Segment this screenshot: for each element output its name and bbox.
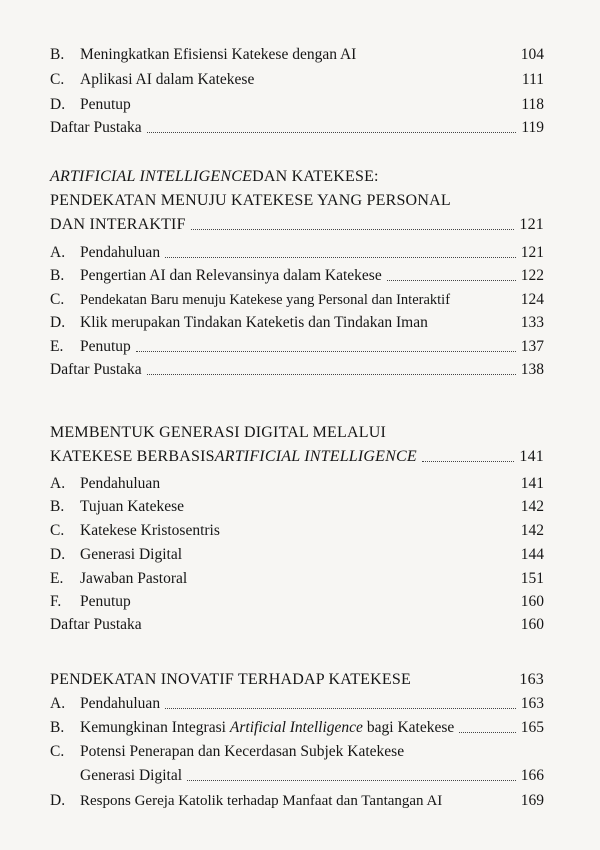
entry-letter: B. xyxy=(50,267,65,284)
toc-entry[interactable] xyxy=(50,737,544,761)
chapter-title[interactable] xyxy=(50,162,544,186)
entry-letter: F. xyxy=(50,593,62,610)
dot-leader xyxy=(387,279,516,281)
entry-label: Penutup xyxy=(80,338,131,355)
entry-label: Pendahuluan xyxy=(80,695,161,712)
entry-page: 169 xyxy=(520,792,544,809)
chapter-title-text: DAN KATEKESE: xyxy=(252,168,379,185)
toc-entry[interactable] xyxy=(50,587,544,611)
toc-entry[interactable] xyxy=(50,285,544,309)
toc-entry-continued[interactable] xyxy=(50,761,544,785)
entry-label-italic: Artificial Intelligence xyxy=(229,719,363,736)
toc-entry[interactable] xyxy=(50,40,544,64)
entry-label: Penutup xyxy=(80,593,131,610)
toc-entry[interactable] xyxy=(50,355,544,379)
toc-entry[interactable] xyxy=(50,65,544,89)
entry-label: Pengertian AI dan Relevansinya dalam Katekese xyxy=(80,267,382,284)
entry-letter: C. xyxy=(50,71,65,88)
entry-letter: C. xyxy=(50,522,65,539)
entry-label: Katekese Kristosentris xyxy=(80,522,220,539)
entry-letter: E. xyxy=(50,570,64,587)
chapter-title[interactable] xyxy=(50,186,544,210)
entry-page: 138 xyxy=(520,361,544,378)
dot-leader xyxy=(191,228,515,230)
toc-entry[interactable] xyxy=(50,610,544,634)
chapter-title[interactable] xyxy=(50,418,544,442)
dot-leader xyxy=(147,131,517,133)
entry-page: 104 xyxy=(520,46,544,63)
entry-label: Daftar Pustaka xyxy=(50,616,142,633)
toc-entry[interactable] xyxy=(50,261,544,285)
entry-label: Tujuan Katekese xyxy=(80,498,185,515)
toc-entry[interactable] xyxy=(50,713,544,737)
toc-entry[interactable] xyxy=(50,238,544,262)
entry-label: Pendahuluan xyxy=(80,475,161,492)
chapter-title-italic: ARTIFICIAL INTELLIGENCE xyxy=(50,168,253,185)
entry-letter: D. xyxy=(50,314,66,331)
toc-entry[interactable] xyxy=(50,492,544,516)
entry-page: 124 xyxy=(520,291,544,308)
chapter-title-italic: ARTIFICIAL INTELLIGENCE xyxy=(214,448,417,465)
toc-entry[interactable] xyxy=(50,308,544,332)
entry-page: 122 xyxy=(520,267,544,284)
entry-letter: C. xyxy=(50,291,65,308)
entry-label-prefix: Kemungkinan Integrasi xyxy=(80,719,226,736)
chapter-title-text: KATEKESE BERBASIS xyxy=(50,448,215,465)
chapter-title-text: PENDEKATAN MENUJU KATEKESE YANG PERSONAL xyxy=(50,192,451,209)
entry-page: 118 xyxy=(521,96,544,113)
dot-leader xyxy=(147,373,516,375)
entry-letter: D. xyxy=(50,546,66,563)
entry-page: 142 xyxy=(520,522,544,539)
entry-letter: E. xyxy=(50,338,64,355)
entry-page: 119 xyxy=(521,119,544,136)
dot-leader xyxy=(136,350,516,352)
entry-letter: A. xyxy=(50,475,66,492)
entry-letter: D. xyxy=(50,792,66,809)
entry-letter: B. xyxy=(50,46,65,63)
entry-page: 141 xyxy=(520,475,544,492)
entry-label: Potensi Penerapan dan Kecerdasan Subjek Katekese xyxy=(80,743,405,760)
chapter-title-text: MEMBENTUK GENERASI DIGITAL MELALUI xyxy=(50,424,386,441)
chapter-title-text: PENDEKATAN INOVATIF TERHADAP KATEKESE xyxy=(50,671,411,688)
entry-page: 133 xyxy=(520,314,544,331)
entry-label: Penutup xyxy=(80,96,131,113)
dot-leader xyxy=(165,707,516,709)
entry-label: Pendekatan Baru menuju Katekese yang Personal dan Interaktif xyxy=(80,292,451,308)
chapter-page: 163 xyxy=(519,671,544,688)
entry-page: 160 xyxy=(520,616,544,633)
dot-leader xyxy=(422,460,515,462)
dot-leader xyxy=(459,731,515,733)
entry-label: Pendahuluan xyxy=(80,244,161,261)
toc-entry[interactable] xyxy=(50,113,544,137)
toc-entry[interactable] xyxy=(50,516,544,540)
entry-letter: B. xyxy=(50,498,65,515)
entry-letter: D. xyxy=(50,96,66,113)
entry-page: 163 xyxy=(520,695,544,712)
entry-label: Respons Gereja Katolik terhadap Manfaat dan Tantangan AI xyxy=(80,793,443,809)
entry-page: 144 xyxy=(520,546,544,563)
entry-page: 121 xyxy=(520,244,544,261)
chapter-title[interactable] xyxy=(50,665,544,689)
entry-label: Jawaban Pastoral xyxy=(80,570,188,587)
chapter-page: 121 xyxy=(519,216,544,233)
dot-leader xyxy=(165,256,516,258)
toc-entry[interactable] xyxy=(50,786,544,810)
entry-letter: C. xyxy=(50,743,65,760)
entry-letter: A. xyxy=(50,244,66,261)
chapter-title[interactable] xyxy=(50,442,544,466)
entry-page: 160 xyxy=(520,593,544,610)
entry-label: Aplikasi AI dalam Katekese xyxy=(80,71,255,88)
toc-entry[interactable] xyxy=(50,90,544,114)
toc-entry[interactable] xyxy=(50,540,544,564)
toc-entry[interactable] xyxy=(50,689,544,713)
entry-page: 151 xyxy=(520,570,544,587)
entry-letter: A. xyxy=(50,695,66,712)
entry-label-suffix: bagi Katekese xyxy=(366,719,455,736)
toc-entry[interactable] xyxy=(50,564,544,588)
entry-label: Klik merupakan Tindakan Kateketis dan Tindakan Iman xyxy=(80,314,428,331)
entry-page: 137 xyxy=(520,338,544,355)
chapter-page: 141 xyxy=(519,448,544,465)
entry-label: Generasi Digital xyxy=(80,546,183,563)
dot-leader xyxy=(187,779,516,781)
entry-page: 166 xyxy=(520,767,544,784)
toc-entry[interactable] xyxy=(50,469,544,493)
chapter-title[interactable] xyxy=(50,210,544,234)
chapter-title-text: DAN INTERAKTIF xyxy=(50,216,186,233)
entry-page: 142 xyxy=(520,498,544,515)
entry-label: Daftar Pustaka xyxy=(50,119,142,136)
entry-label: Meningkatkan Efisiensi Katekese dengan AI xyxy=(80,46,357,63)
entry-letter: B. xyxy=(50,719,65,736)
entry-page: 111 xyxy=(521,71,544,88)
entry-page: 165 xyxy=(520,719,544,736)
toc-entry[interactable] xyxy=(50,332,544,356)
entry-label: Daftar Pustaka xyxy=(50,361,142,378)
entry-label-line2: Generasi Digital xyxy=(80,767,183,784)
